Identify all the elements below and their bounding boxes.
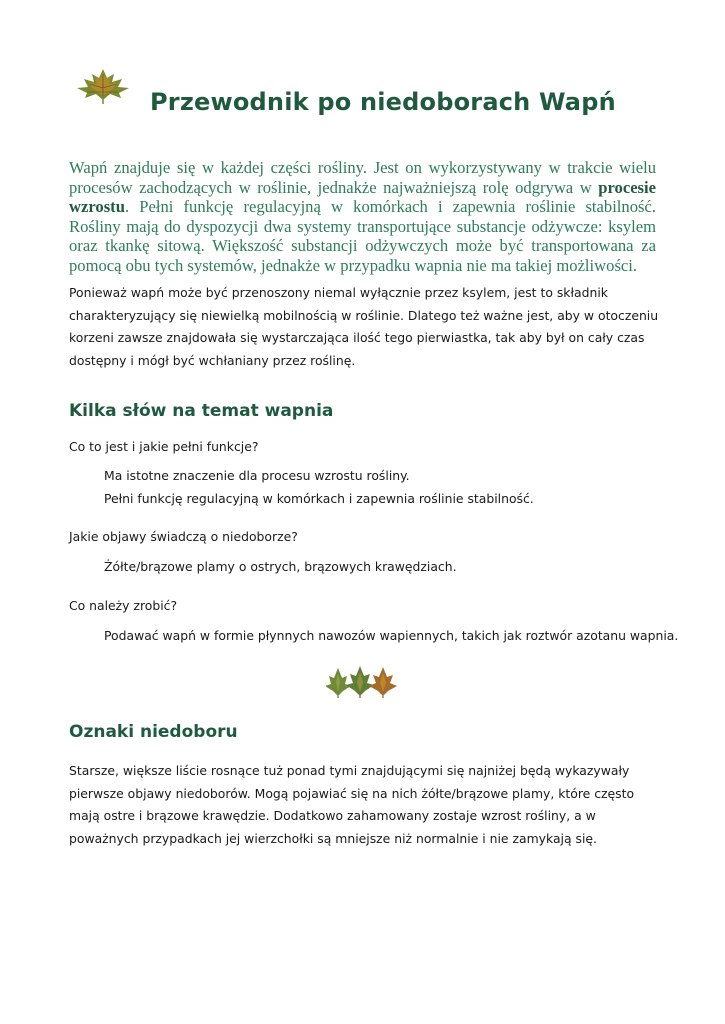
intro-text-end: . Pełni funkcję regulacyjną w komórkach i zapewnia roślinie stabilność. Rośliny mają do dyspozycji dwa systemy transportujące substancje odżywcze: ksylem oraz tkankę sitową. Większość substancji odżywczych może być transportowana za pomocą obu tych systemów, jednakże w przypadku wapnia nie ma takiej możliwości. [69, 197, 656, 275]
question-what-to-do: Co należy zrobić? [69, 598, 178, 613]
section-heading-symptoms: Oznaki niedoboru [69, 722, 238, 742]
question-what-is-it: Co to jest i jakie pełni funkcje? [69, 439, 259, 454]
answer-symptoms: Żółte/brązowe plamy o ostrych, brązowych krawędziach. [104, 559, 457, 574]
answer-what-to-do: Podawać wapń w formie płynnych nawozów wapiennych, takich jak roztwór azotanu wapnia. [104, 628, 679, 643]
question-symptoms: Jakie objawy świadczą o niedoborze? [69, 529, 298, 544]
page-title: Przewodnik po niedoborach Wapń [150, 88, 616, 116]
intro-text-start: Wapń znajduje się w każdej części rośliny. Jest on wykorzystywany w trakcie wielu procesów zachodzących w roślinie, jednakże najważniejszą rolę odgrywa w [69, 158, 656, 197]
maple-leaf-icon [72, 66, 134, 106]
leaves-row-icon [326, 664, 398, 700]
symptoms-paragraph: Starsze, większe liście rosnące tuż ponad tymi znajdującymi się najniżej będą wykazywały pierwsze objawy niedoborów. Mogą pojawiać się na nich żółte/brązowe plamy, które często mają ostre i brązowe krawędzie. Dodatkowo zahamowany zostaje wzrost rośliny, a w poważnych przypadkach jej wierzchołki są mniejsze niż normalnie i nie zamykają się. [69, 763, 635, 846]
section-heading-calcium: Kilka słów na temat wapnia [69, 401, 334, 421]
answer-regulation: Pełni funkcję regulacyjną w komórkach i zapewnia roślinie stabilność. [104, 491, 534, 506]
body-paragraph: Ponieważ wapń może być przenoszony niemal wyłącznie przez ksylem, jest to składnik charakteryzujący się niewielką mobilnością w roślinie. Dlatego też ważne jest, aby w otoczeniu korzeni zawsze znajdowała się wystarczająca ilość tego pierwiastka, tak aby był on cały czas dostępny i mógł być wchłaniany przez roślinę. [69, 285, 659, 368]
intro-bold-phrase: procesie wzrostu [69, 177, 656, 217]
intro-paragraph [69, 158, 656, 276]
answer-growth: Ma istotne znaczenie dla procesu wzrostu rośliny. [104, 468, 410, 483]
